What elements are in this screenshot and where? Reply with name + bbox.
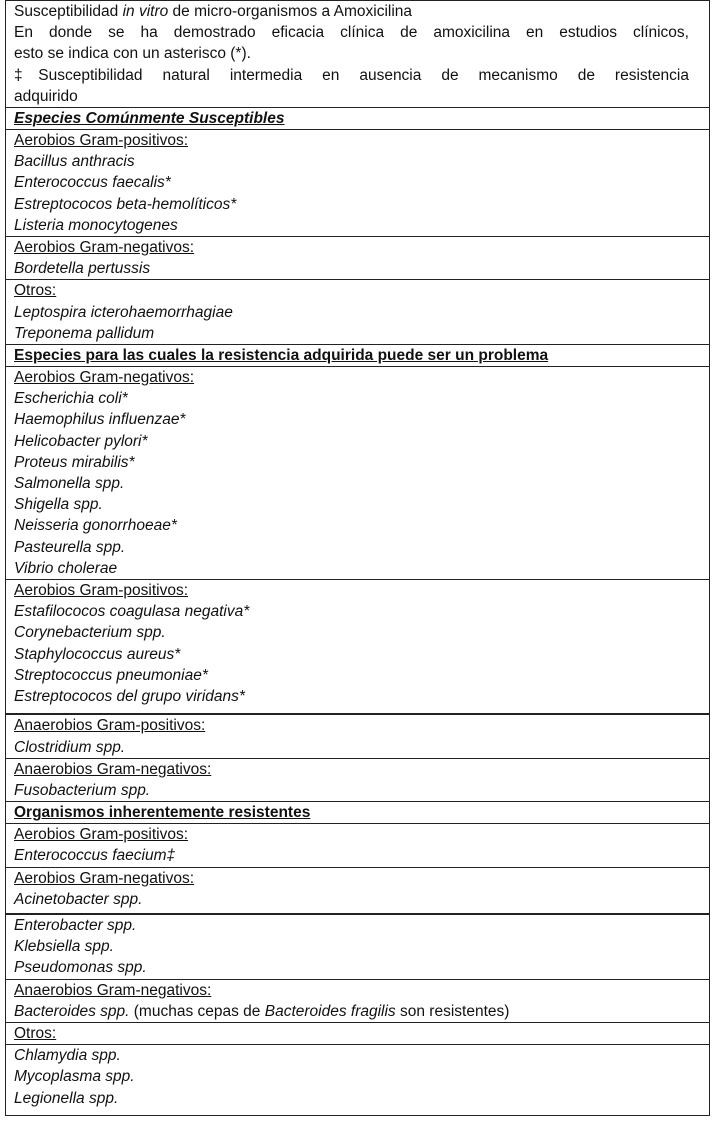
group-cell	[6, 823, 709, 866]
intro-line-4: ‡Susceptibilidad natural intermedia en ausencia de mecanismo de resistencia	[14, 66, 689, 84]
species-item: Vibrio cholerae	[14, 559, 118, 577]
species-item: Pasteurella spp.	[14, 538, 126, 556]
category-label: Aerobios Gram-positivos:	[14, 132, 189, 150]
group-cell	[6, 236, 709, 279]
group-cell	[6, 1022, 709, 1044]
group-cell	[6, 579, 709, 707]
intro-line-3: esto se indica con un asterisco (*).	[14, 45, 251, 63]
species-item: Fusobacterium spp.	[14, 781, 151, 799]
group-cell	[6, 867, 709, 910]
species-item: Enterobacter spp.	[14, 916, 137, 934]
species-item: Listeria monocytogenes	[14, 216, 178, 234]
species-item: Estreptococos beta-hemolíticos*	[14, 195, 237, 213]
category-label: Anaerobios Gram-positivos:	[14, 717, 206, 735]
category-label: Anaerobios Gram-negativos:	[14, 981, 212, 999]
species-item: Helicobacter pylori*	[14, 432, 148, 450]
section-header-inherent-resistance	[6, 801, 709, 823]
species-item: Leptospira icterohaemorrhagiae	[14, 303, 233, 321]
category-label: Otros:	[14, 282, 57, 300]
group-cell	[6, 979, 709, 1022]
group-cell	[6, 913, 709, 979]
intro-line-2: En donde se ha demostrado eficacia clínica de amoxicilina en estudios clínicos,	[14, 24, 689, 42]
species-item: Bacillus anthracis	[14, 153, 135, 171]
group-cell	[6, 1044, 709, 1115]
species-item: Pseudomonas spp.	[14, 959, 147, 977]
intro-line-1: Susceptibilidad in vitro de micro-organismos a Amoxicilina	[14, 3, 413, 20]
group-cell	[6, 758, 709, 801]
intro-line-5: adquirido	[14, 87, 78, 105]
species-item: Staphylococcus aureus*	[14, 645, 181, 663]
group-cell	[6, 366, 709, 579]
category-label: Aerobios Gram-negativos:	[14, 869, 195, 887]
category-label: Aerobios Gram-negativos:	[14, 239, 195, 257]
species-item: Corynebacterium spp.	[14, 624, 166, 642]
species-item: Klebsiella spp.	[14, 938, 114, 956]
species-item: Treponema pallidum	[14, 324, 155, 342]
species-item: Mycoplasma spp.	[14, 1068, 135, 1086]
section-title: Especies para las cuales la resistencia adquirida puede ser un problema	[14, 347, 549, 365]
species-item-bacteroides: Bacteroides spp. (muchas cepas de Bacteroides fragilis son resistentes)	[14, 1002, 510, 1020]
section-title: Organismos inherentemente resistentes	[14, 804, 311, 822]
category-label: Otros:	[14, 1024, 57, 1042]
section-header-acquired-resistance	[6, 344, 709, 366]
group-cell	[6, 279, 709, 344]
group-cell	[6, 129, 709, 236]
species-item: Salmonella spp.	[14, 475, 125, 493]
species-item: Legionella spp.	[14, 1089, 119, 1107]
group-cell	[6, 713, 709, 757]
species-item: Chlamydia spp.	[14, 1047, 121, 1065]
susceptibility-table	[5, 0, 710, 1116]
intro-cell	[6, 0, 709, 107]
species-item: Proteus mirabilis*	[14, 453, 135, 471]
species-item: Enterococcus faecalis*	[14, 174, 171, 192]
species-item: Estreptococos del grupo viridans*	[14, 688, 245, 706]
category-label: Aerobios Gram-negativos:	[14, 369, 195, 387]
species-item: Clostridium spp.	[14, 738, 126, 756]
species-item: Enterococcus faecium‡	[14, 847, 176, 865]
species-item: Bordetella pertussis	[14, 260, 151, 278]
species-item: Neisseria gonorrhoeae*	[14, 517, 177, 535]
category-label: Anaerobios Gram-negativos:	[14, 760, 212, 778]
species-item: Estafilococos coagulasa negativa*	[14, 603, 250, 621]
species-item: Escherichia coli*	[14, 390, 128, 408]
category-label: Aerobios Gram-positivos:	[14, 582, 189, 600]
species-item: Shigella spp.	[14, 496, 103, 514]
species-item: Haemophilus influenzae*	[14, 411, 186, 429]
species-item: Streptococcus pneumoniae*	[14, 666, 208, 684]
category-label: Aerobios Gram-positivos:	[14, 826, 189, 844]
section-title: Especies Comúnmente Susceptibles	[14, 110, 285, 128]
section-header-susceptible	[6, 107, 709, 129]
species-item: Acinetobacter spp.	[14, 890, 143, 908]
